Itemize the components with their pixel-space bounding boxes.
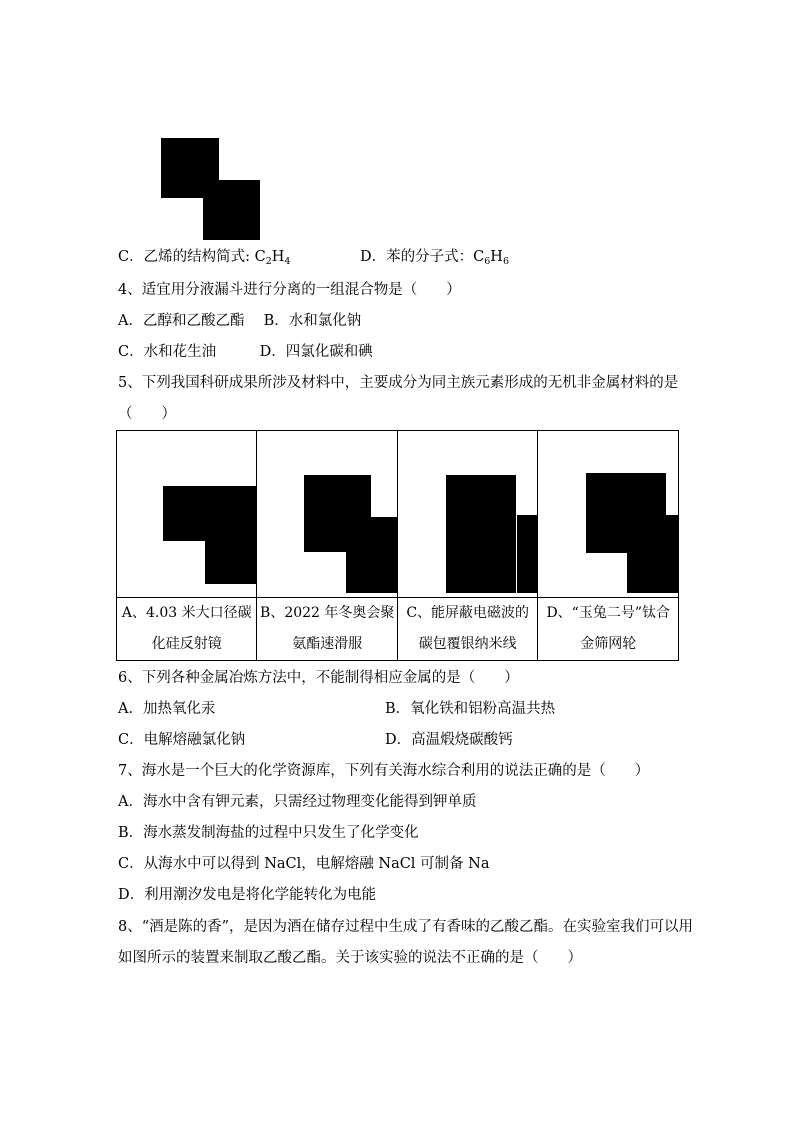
q5-image-a <box>163 486 257 541</box>
q7-option-c: C．从海水中可以得到 NaCl，电解熔融 NaCl 可制备 Na <box>118 856 490 872</box>
q6-option-c: C．电解熔融氯化钠 <box>118 732 246 748</box>
q3-option-d: D．苯的分子式：$C_6H_6$ <box>360 249 509 267</box>
q7-option-a: A．海水中含有钾元素，只需经过物理变化能得到钾单质 <box>118 794 477 810</box>
q7-option-b: B．海水蒸发制海盐的过程中只发生了化学变化 <box>118 825 419 841</box>
q3-option-c: C．乙烯的结构简式: $C_2H_4$ <box>118 249 291 267</box>
q5-image-c-side <box>517 515 538 593</box>
q8-stem-line2: 如图所示的装置来制取乙酸乙酯。关于该实验的说法不正确的是（ ） <box>118 950 582 966</box>
q5-caption-b: B、2022 年冬奥会聚 氨酯速滑服 <box>257 598 398 661</box>
q5-image-cell-c <box>397 431 537 598</box>
q5-caption-d: D、“玉兔二号”钛合 金筛网轮 <box>538 598 679 661</box>
q7-stem: 7、海水是一个巨大的化学资源库，下列有关海水综合利用的说法正确的是（ ） <box>118 763 650 779</box>
q5-caption-a: A、4.03 米大口径碳 化硅反射镜 <box>117 598 257 661</box>
q5-stem-line1: 5、下列我国科研成果所涉及材料中，主要成分为同主族元素形成的无机非金属材料的是 <box>118 375 679 391</box>
q3-figure-block-top <box>161 138 219 198</box>
q4-options-cd: C．水和花生油 D．四氯化碳和碘 <box>118 344 373 360</box>
q6-stem: 6、下列各种金属冶炼方法中，不能制得相应金属的是（ ） <box>118 670 519 686</box>
q5-caption-c: C、能屏蔽电磁波的 碳包覆银纳米线 <box>397 598 537 661</box>
q7-option-d: D．利用潮汐发电是将化学能转化为电能 <box>118 887 377 903</box>
q5-image-cell-d <box>538 431 679 598</box>
q5-image-a-lower <box>205 541 257 584</box>
q3-figure-block-bottom <box>218 180 260 240</box>
q5-image-b-lower <box>346 517 397 593</box>
q5-image-c <box>446 475 516 593</box>
q6-option-d: D．高温煅烧碳酸钙 <box>385 732 513 748</box>
q6-option-a: A．加热氧化汞 <box>118 701 216 717</box>
q6-option-b: B．氧化铁和铝粉高温共热 <box>385 701 556 717</box>
q8-stem-line1: 8、“酒是陈的香”，是因为酒在储存过程中生成了有香味的乙酸乙酯。在实验室我们可以用 <box>118 919 694 935</box>
q5-materials-table <box>116 430 679 661</box>
q3-figure-block-side <box>203 198 218 240</box>
q5-image-cell-b <box>257 431 398 598</box>
q5-image-d-lower <box>627 515 678 593</box>
q5-image-cell-a <box>117 431 257 598</box>
q5-stem-line2: （ ） <box>118 406 176 422</box>
q4-options-ab: A．乙醇和乙酸乙酯 B．水和氯化钠 <box>118 313 362 329</box>
q4-stem: 4、适宜用分液漏斗进行分离的一组混合物是（ ） <box>118 282 461 298</box>
